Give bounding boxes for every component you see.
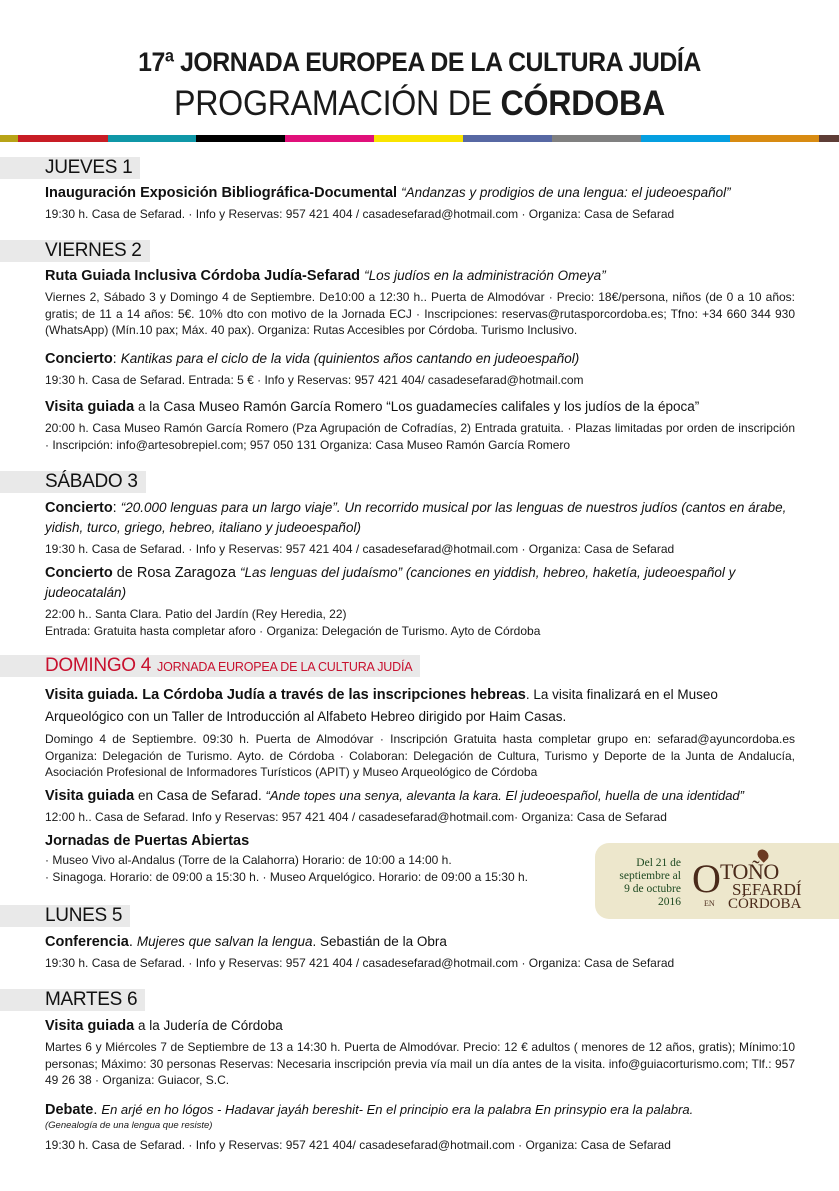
color-stripe-segment bbox=[463, 135, 552, 142]
day-label: LUNES 5 bbox=[45, 905, 123, 926]
event-details-line: Entrada: Gratuita hasta completar aforo · Organiza: Delegación de Turismo. Ayto de Córdoba bbox=[45, 623, 541, 638]
logo-sefardi: SEFARDÍ bbox=[732, 880, 802, 899]
event-title-bold: Visita guiada bbox=[45, 399, 135, 415]
page-title bbox=[34, 84, 806, 124]
event-title-regular: de Rosa Zaragoza bbox=[112, 565, 241, 581]
event-title-bold: Visita guiada. La Córdoba Judía a través de las inscripciones hebreas bbox=[45, 687, 526, 703]
badge-date-line: Del 21 de bbox=[636, 857, 681, 869]
event-details: 19:30 h. Casa de Sefarad. Entrada: 5 € · Info y Reservas: 957 421 404/ casadesefarad@hotmail.com bbox=[45, 373, 584, 387]
day-label: SÁBADO 3 bbox=[45, 471, 138, 492]
event-details: 19:30 h. Casa de Sefarad. · Info y Reservas: 957 421 404 / casadesefarad@hotmail.com · Organiza: Casa de Sefarad bbox=[45, 956, 675, 970]
color-stripe-segment bbox=[374, 135, 463, 142]
day-sublabel: JORNADA EUROPEA DE LA CULTURA JUDÍA bbox=[157, 660, 413, 674]
event-title-regular: en Casa de Sefarad. bbox=[134, 788, 266, 803]
event-title-regular: a la Casa Museo Ramón García Romero “Los guadamecíes califales y los judíos de la época” bbox=[134, 399, 700, 414]
event-item bbox=[45, 183, 795, 223]
separator: . bbox=[93, 1102, 102, 1118]
event-title-bold: Concierto bbox=[45, 351, 113, 367]
separator: : bbox=[112, 351, 121, 367]
color-stripe-segment bbox=[641, 135, 730, 142]
event-item bbox=[45, 498, 795, 558]
event-details: 20:00 h. Casa Museo Ramón García Romero (Pza Agrupación de Cofradías, 2) Entrada gratuita. · Plazas limitadas por orden de inscripción · Inscripción: info@artesobrepiel.com; 957 050 131 Organiza: Casa Museo Ramón García Romero bbox=[45, 421, 795, 452]
logo-tono: TOÑO bbox=[720, 859, 779, 884]
day-header-martes bbox=[0, 989, 145, 1011]
event-title-italic: “Ande topes una senya, alevanta la kara. El judeoespañol, huella de una identidad” bbox=[265, 788, 744, 803]
event-subtitle: (Genealogía de una lengua que resiste) bbox=[45, 1120, 213, 1131]
event-title: 17ª JORNADA EUROPEA DE LA CULTURA JUDÍA bbox=[138, 47, 701, 77]
day-label: JUEVES 1 bbox=[45, 157, 133, 178]
event-item bbox=[45, 266, 795, 339]
day-header-jueves bbox=[0, 157, 140, 179]
color-stripe-segment bbox=[730, 135, 819, 142]
event-item bbox=[45, 831, 585, 885]
event-title-italic: “Los judíos en la administración Omeya” bbox=[364, 268, 606, 283]
logo-o: O bbox=[692, 856, 721, 901]
event-title-bold: Concierto bbox=[45, 565, 113, 581]
event-details: Viernes 2, Sábado 3 y Domingo 4 de Septiembre. De10:00 a 12:30 h.. Puerta de Almodóvar · Precio: 18€/persona, niños (de 0 a 10 años: gratis; de 11 a 14 años: 5€. 10% dto con motivo de la Jornada ECJ · Inscripciones: reservas@rutasporcordoba.es; Tfno: +34 660 344 930 (WhatsApp) (Mín.10 pax; Máx. 40 pax). Organiza: Rutas Accesibles por Córdoba. Turismo Inclusivo. bbox=[45, 290, 795, 337]
event-details-line: · Sinagoga. Horario: de 09:00 a 15:30 h. · Museo Arquelógico. Horario: de 09:00 a 15:30 h. bbox=[45, 869, 528, 884]
event-details: Martes 6 y Miércoles 7 de Septiembre de 13 a 14:30 h. Puerta de Almodóvar. Precio: 12 € adultos ( menores de 12 años, gratis); Mínimo:10 personas; Máximo: 30 personas Reservas: Necesaria inscripción previa vía mail un día antes de la visita. info@guiacorturismo.com; Tlf.: 957 49 26 38 · Organiza: Guiacor, S.C. bbox=[45, 1040, 795, 1087]
badge-date-line: 9 de octubre bbox=[624, 883, 681, 895]
otono-sefardi-logo bbox=[692, 853, 832, 913]
day-header-viernes bbox=[0, 240, 150, 262]
event-details-line: 22:00 h.. Santa Clara. Patio del Jardín (Rey Heredia, 22) bbox=[45, 607, 347, 621]
event-title-bold: Visita guiada bbox=[45, 788, 135, 804]
event-details: 19:30 h. Casa de Sefarad. · Info y Reservas: 957 421 404 / casadesefarad@hotmail.com · Organiza: Casa de Sefarad bbox=[45, 542, 675, 556]
logo-cordoba: CÓRDOBA bbox=[728, 896, 802, 912]
color-stripe-segment bbox=[196, 135, 285, 142]
event-title-italic: “Las lenguas del judaísmo” (canciones en yiddish, hebreo, haketía, judeoespañol y judeocatalán) bbox=[45, 565, 736, 600]
separator: : bbox=[112, 500, 121, 516]
color-stripe-segment bbox=[0, 135, 18, 142]
event-item bbox=[45, 1016, 795, 1089]
color-stripe-segment bbox=[108, 135, 196, 142]
event-details-line: · Museo Vivo al-Andalus (Torre de la Calahorra) Horario: de 10:00 a 14:00 h. bbox=[45, 853, 452, 867]
event-details: 19:30 h. Casa de Sefarad. · Info y Reservas: 957 421 404/ casadesefarad@hotmail.com · Organiza: Casa de Sefarad bbox=[45, 1138, 671, 1152]
event-title-bold: Debate bbox=[45, 1102, 94, 1118]
event-details: 19:30 h. Casa de Sefarad. · Info y Reservas: 957 421 404 / casadesefarad@hotmail.com · Organiza: Casa de Sefarad bbox=[45, 207, 675, 221]
page-title-city: CÓRDOBA bbox=[500, 84, 665, 123]
day-label: VIERNES 2 bbox=[45, 240, 142, 261]
event-details: Domingo 4 de Septiembre. 09:30 h. Puerta de Almodóvar · Inscripción Gratuita hasta completar grupo en: sefarad@ayuncordoba.es Organiza: Delegación de Turismo. Ayto. de Córdoba · Colaboran: Delegación de Cultura, Turismo y Deporte de la Junta de Andalucía, Asociación Profesional de Informadores Turísticos (APIT) y Museo Arqueológico de Córdoba bbox=[45, 732, 795, 779]
day-header-domingo bbox=[0, 655, 420, 677]
day-header-lunes bbox=[0, 905, 130, 927]
color-stripe-segment bbox=[285, 135, 374, 142]
day-label: DOMINGO 4 bbox=[45, 655, 152, 676]
event-title-bold: Inauguración Exposición Bibliográfica-Documental bbox=[45, 185, 398, 201]
event-item bbox=[45, 397, 795, 453]
color-stripe-segment bbox=[18, 135, 108, 142]
event-title-bold: Ruta Guiada Inclusiva Córdoba Judía-Sefarad bbox=[45, 268, 361, 284]
badge-date-line: 2016 bbox=[658, 896, 681, 908]
event-title-italic: “Andanzas y prodigios de una lengua: el judeoespañol” bbox=[401, 185, 731, 200]
separator: . bbox=[128, 934, 137, 950]
event-details bbox=[45, 606, 795, 639]
event-item bbox=[45, 349, 795, 389]
day-label: MARTES 6 bbox=[45, 989, 138, 1010]
color-stripe-segment bbox=[819, 135, 839, 142]
event-title-italic: En arjé en ho lógos - Hadavar jayáh bereshit- En el principio era la palabra En prinsypio era la palabra. bbox=[101, 1102, 694, 1117]
color-stripe-segment bbox=[552, 135, 641, 142]
page-title-regular: PROGRAMACIÓN DE bbox=[173, 84, 501, 123]
event-title-italic: Mujeres que salvan la lengua bbox=[136, 934, 313, 949]
badge-date-line: septiembre al bbox=[619, 870, 681, 882]
event-title-regular: . Sebastián de la Obra bbox=[312, 934, 447, 949]
event-item bbox=[45, 932, 795, 972]
logo-en: EN bbox=[704, 899, 715, 908]
event-item bbox=[45, 563, 795, 639]
event-title-italic: “20.000 lenguas para un largo viaje”. Un recorrido musical por las lenguas de nuestros judíos (cantos en árabe, yidish, turco, griego, hebreo, italiano y judeoespañol) bbox=[45, 500, 787, 535]
event-title-bold: Concierto bbox=[45, 500, 113, 516]
event-title-bold: Visita guiada bbox=[45, 1018, 135, 1034]
event-title-bold: Jornadas de Puertas Abiertas bbox=[45, 833, 250, 849]
event-item bbox=[45, 1100, 795, 1154]
badge-dates bbox=[601, 857, 681, 909]
event-details: 12:00 h.. Casa de Sefarad. Info y Reservas: 957 421 404 / casadesefarad@hotmail.com· Organiza: Casa de Sefarad bbox=[45, 810, 667, 824]
event-item bbox=[45, 684, 795, 781]
event-title-regular: a la Judería de Córdoba bbox=[134, 1018, 283, 1033]
event-item bbox=[45, 786, 795, 826]
event-title-italic: Kantikas para el ciclo de la vida (quinientos años cantando en judeoespañol) bbox=[120, 351, 580, 366]
event-title-regular: . La visita finalizará en el Museo Arqueológico con un Taller de Introducción al Alfabeto Hebreo dirigido por Haim Casas. bbox=[45, 687, 718, 724]
color-stripe-divider bbox=[0, 135, 839, 142]
event-title-bold: Conferencia bbox=[45, 934, 129, 950]
otono-sefardi-badge bbox=[595, 843, 839, 919]
day-header-sabado bbox=[0, 471, 146, 493]
